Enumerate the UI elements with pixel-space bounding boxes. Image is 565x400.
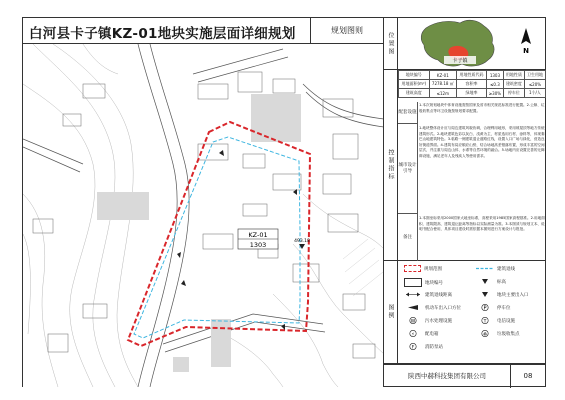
svg-text:P: P bbox=[483, 305, 487, 311]
parcel-land-code-label: 1303 bbox=[249, 241, 267, 249]
red-dash-box-icon bbox=[404, 265, 421, 272]
legend-item: T 电信设施 bbox=[476, 317, 515, 324]
legend-item: 标高 bbox=[476, 278, 506, 285]
parcel-tag-icon bbox=[404, 278, 422, 287]
side-panel bbox=[384, 18, 546, 387]
power-icon bbox=[404, 330, 422, 337]
table-cell: KZ-01 bbox=[429, 71, 456, 80]
requirements-block bbox=[398, 102, 546, 261]
table-row bbox=[399, 71, 546, 80]
main-entry-icon bbox=[476, 291, 494, 298]
cyan-dash-line-icon bbox=[476, 265, 494, 272]
requirement-text-notes: 1.本图坐标采用2000国家大地坐标系，高程采用1985国家高程基准。2.用地面积、建筑限高、建筑退让距离等指标以实际测量为准。3.本图须与规划文本、说明书配合使用，具体项目建设时需依据本图则进行方案设计与报批。 bbox=[419, 216, 545, 232]
table-cell: 容积率 bbox=[457, 80, 487, 89]
legend-item: 建筑退线 bbox=[476, 265, 515, 272]
legend-section-label: 图例 bbox=[384, 261, 398, 364]
location-inset-label: 卡子镇 bbox=[452, 58, 468, 64]
parcel-code-label: KZ-01 bbox=[248, 231, 268, 239]
telecom-icon bbox=[476, 317, 494, 324]
legend-item: 规划范围 bbox=[404, 265, 442, 272]
legend-item: ♻ 垃圾收集点 bbox=[476, 330, 520, 337]
legend bbox=[398, 261, 546, 364]
control-section-label: 控制指标 bbox=[384, 70, 398, 261]
svg-text:⚡: ⚡ bbox=[411, 332, 415, 337]
location-map bbox=[398, 18, 546, 70]
legend-item: W 污水处理设施 bbox=[404, 317, 452, 324]
control-table bbox=[398, 70, 546, 98]
elevation-label: 493.18 bbox=[294, 239, 310, 244]
table-cell: 1303 bbox=[486, 71, 503, 80]
table-cell: 1个/人 bbox=[524, 89, 545, 98]
table-cell: 7278.18 ㎡ bbox=[429, 80, 456, 89]
table-cell: 用地性质代码 bbox=[457, 71, 487, 80]
table-row bbox=[399, 89, 546, 98]
map-area bbox=[23, 44, 384, 387]
requirement-label-facilities: 配套设施 bbox=[398, 102, 418, 124]
legend-item: 地块主要出入口 bbox=[476, 291, 529, 298]
north-arrow-icon bbox=[521, 28, 531, 55]
svg-text:♻: ♻ bbox=[482, 332, 488, 337]
map-canvas bbox=[23, 44, 384, 387]
vehicle-entry-icon bbox=[404, 304, 422, 311]
table-cell: 用地性质 bbox=[503, 71, 524, 80]
page-number: 08 bbox=[523, 372, 533, 380]
requirement-text-design: 1.地块整体设计应与周边建筑风貌协调，合理利用地形，采用坡屋顶等地方传统建筑形式。2.地块建筑色彩以灰白、浅黄为主，材质选用石材、涂料等，体现秦巴山地建筑特色。3.临路一侧建筑退让道路红线，设置入口广场与绿化，营造良好街道界面。4.建筑布局应顺应山势，结合场地高差错落布置，形成丰富的空间层次，并注重与周边山体、水系等自然环境的融合。5.场地内应设置完善的无障碍设施，满足老年人及残疾人等使用需求。 bbox=[419, 126, 545, 158]
table-cell: 地块编号 bbox=[399, 71, 430, 80]
requirement-label-notes: 备注 bbox=[398, 214, 418, 261]
svg-text:W: W bbox=[410, 319, 416, 324]
setback-arrow-icon bbox=[404, 291, 422, 298]
table-cell: 建筑密度 bbox=[503, 80, 524, 89]
table-row bbox=[399, 80, 546, 89]
table-cell: ≤0.3 bbox=[486, 80, 503, 89]
fire-icon bbox=[404, 343, 422, 350]
table-cell: ≤20% bbox=[524, 80, 545, 89]
svg-text:F: F bbox=[411, 345, 415, 350]
company-name: 陕西中赫科技集团有限公司 bbox=[384, 365, 511, 388]
plan-sheet bbox=[22, 17, 546, 387]
requirement-text-facilities: 1.本次规划地块中体育设施需按国家及省市相关规范标准进行配置。2.公厕、垃圾收集点等环卫设施按规划要求配置。 bbox=[419, 103, 545, 113]
plan-title: 白河县卡子镇KZ-01地块实施层面详细规划 bbox=[29, 26, 296, 42]
table-cell: 停车位 bbox=[503, 89, 524, 98]
sewage-icon bbox=[404, 317, 422, 324]
legend-item: 机动车出入口方位 bbox=[404, 304, 461, 311]
control-indicators bbox=[398, 70, 546, 261]
legend-item: 地块编号 bbox=[404, 278, 443, 287]
table-cell: 绿地率 bbox=[457, 89, 487, 98]
parking-icon bbox=[476, 304, 494, 311]
legend-item: ⚡ 配电箱 bbox=[404, 330, 439, 337]
table-cell: 建筑高度 bbox=[399, 89, 430, 98]
requirement-label-design: 城市设计引导 bbox=[398, 124, 418, 214]
svg-text:T: T bbox=[483, 319, 487, 324]
garbage-icon bbox=[476, 330, 494, 337]
elevation-icon bbox=[476, 278, 494, 285]
parcel-tag bbox=[238, 229, 278, 249]
legend-item: F 消防泵站 bbox=[404, 343, 443, 350]
title-block-footer bbox=[384, 364, 546, 388]
table-cell: 用地面积(m²) bbox=[399, 80, 430, 89]
location-section-label: 位置图 bbox=[384, 18, 398, 70]
svg-text:N: N bbox=[523, 47, 529, 55]
plan-subtitle: 规划图则 bbox=[310, 18, 383, 43]
location-canvas bbox=[398, 18, 546, 70]
table-cell: ≤12m bbox=[429, 89, 456, 98]
legend-item: P 停车位 bbox=[476, 304, 511, 311]
table-cell: 卫生用地 bbox=[524, 71, 545, 80]
table-cell: ≥30% bbox=[486, 89, 503, 98]
legend-item: 建筑退线距离 bbox=[404, 291, 452, 298]
title-bar bbox=[23, 18, 384, 44]
